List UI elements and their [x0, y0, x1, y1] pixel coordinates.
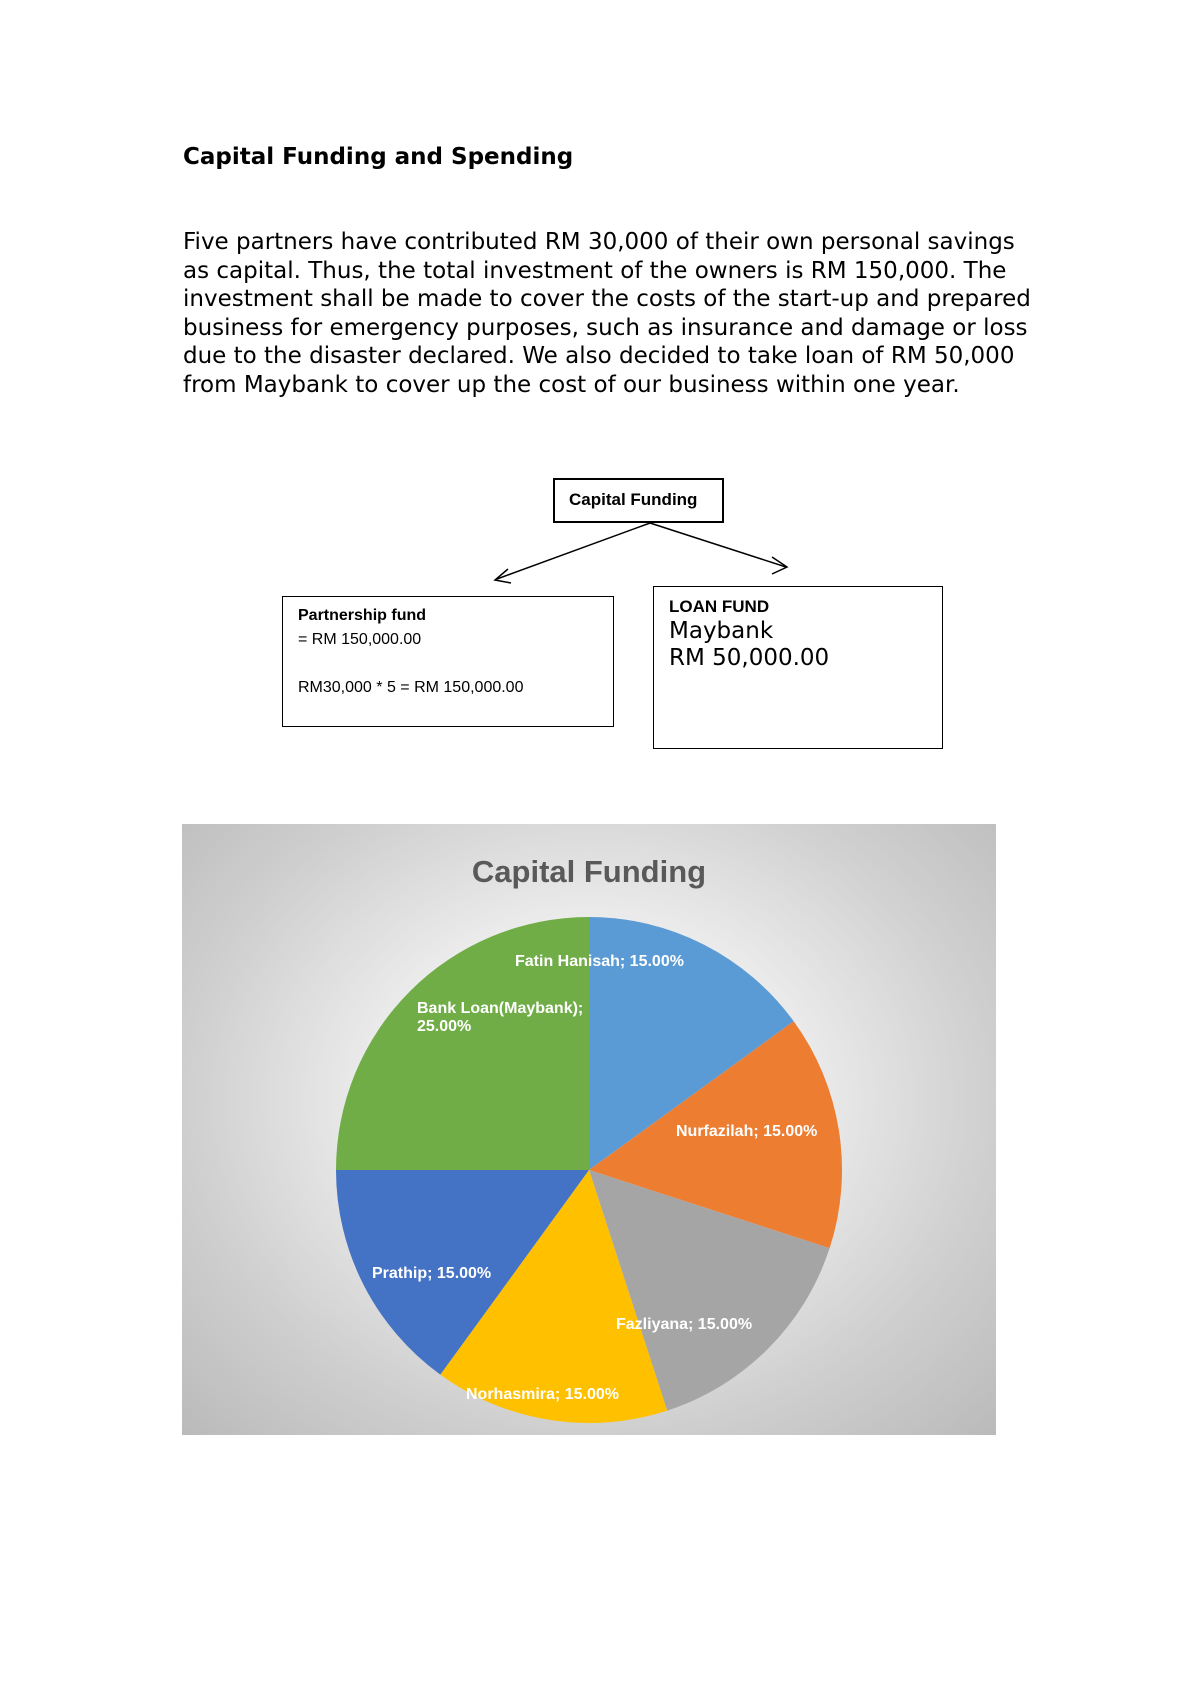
pie-label-fatin-hanisah: Fatin Hanisah; 15.00%: [515, 953, 684, 970]
arrow-to-loan: [650, 523, 786, 567]
partnership-fund-box: [282, 596, 614, 727]
chart-title: Capital Funding: [471, 854, 707, 889]
loan-fund-amount: RM 50,000.00: [669, 645, 830, 671]
arrowhead-left: [495, 569, 511, 583]
capital-funding-chart: [182, 824, 996, 1435]
pie-label-norhasmira: Norhasmira; 15.00%: [466, 1386, 619, 1403]
loan-fund-bank: Maybank: [669, 618, 774, 644]
intro-paragraph: Five partners have contributed RM 30,000 of their own personal savings as capital. Thus, the total investment of the owners is RM 150,000. The investment shall be made to cover the costs of the start-up and prepared business for emergency purposes, such as insurance and damage or loss due to the disaster declared. We also decided to take loan of RM 50,000 from Maybank to cover up the cost of our business within one year.: [183, 229, 1031, 398]
partnership-fund-total: = RM 150,000.00: [298, 631, 422, 648]
partnership-fund-calculation: RM30,000 * 5 = RM 150,000.00: [298, 679, 524, 696]
partnership-fund-title: Partnership fund: [298, 607, 427, 624]
capital-funding-box-label: Capital Funding: [569, 490, 698, 509]
pie-label-prathip: Prathip; 15.00%: [372, 1265, 492, 1282]
loan-fund-box: [653, 586, 943, 749]
pie-label-bank-loan-maybank: Bank Loan(Maybank); 25.00%: [417, 1000, 584, 1035]
pie-label-fazliyana: Fazliyana; 15.00%: [616, 1316, 753, 1333]
arrow-to-partnership: [497, 523, 650, 579]
capital-funding-box: [553, 478, 724, 523]
pie-label-nurfazilah: Nurfazilah; 15.00%: [676, 1123, 818, 1140]
loan-fund-title: LOAN FUND: [669, 597, 770, 616]
pie-chart: [182, 824, 996, 1435]
page-heading: Capital Funding and Spending: [183, 144, 574, 170]
